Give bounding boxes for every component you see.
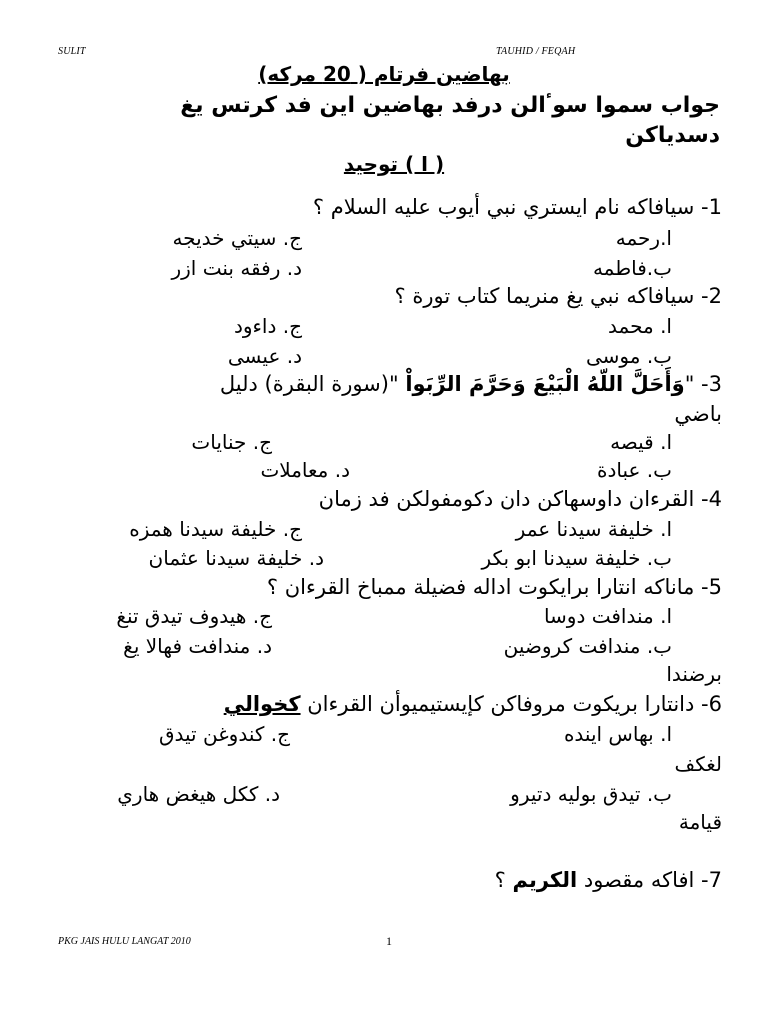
q3-prefix: 3- " xyxy=(684,372,722,396)
question-5: 5- ماناكه انتارا برايكوت اداله فضيلة ممباخ القرءان ؟ xyxy=(266,575,722,599)
q4-option-c: ج. خليفة سيدنا همزه xyxy=(129,517,302,541)
q3-option-b: ب. عبادة xyxy=(597,458,672,482)
q5-option-a: ا. مندافت دوسا xyxy=(543,604,672,628)
question-3 xyxy=(220,370,722,398)
q4-option-d: د. خليفة سيدنا عثمان xyxy=(148,546,324,570)
question-6 xyxy=(224,690,722,718)
question-1: 1- سيافاكه نام ايستري نبي أيوب عليه السلام ؟ xyxy=(312,195,722,219)
q3-suffix: "(سورة البقرة) دليل xyxy=(219,372,406,396)
question-4: 4- القرءان داوسهاكن دان دكومفولكن فد زمان xyxy=(318,487,722,511)
q6-keyword: كخوالي xyxy=(223,692,301,716)
q3-option-c: ج. جنايات xyxy=(191,430,272,454)
q3-option-d: د. معاملات xyxy=(260,458,350,482)
q5-option-d: د. مندافت فهالا يغ xyxy=(123,634,272,658)
q4-option-b: ب. خليفة سيدنا ابو بكر xyxy=(481,546,672,570)
instruction-line-1: جواب سموا سوٴالن درفد بهاضين اين فد كرتس يغ xyxy=(180,93,720,118)
q6-option-d-cont: قيامة xyxy=(678,810,722,834)
q5-option-c: ج. هيدوف تيدق تنغ xyxy=(116,604,272,628)
q2-option-d: د. عيسى xyxy=(227,344,302,368)
q6-text: 6- دانتارا بريكوت مروفاكن كإيستيميوأن القرءان xyxy=(300,692,722,716)
page-title: بهاضين فرتام ( 20 مركه) xyxy=(258,62,510,86)
page-number: 1 xyxy=(386,934,392,948)
q4-option-a: ا. خليفة سيدنا عمر xyxy=(515,517,672,541)
q1-option-c: ج. سيتي خديجه xyxy=(172,226,302,250)
header-subject: TAUHID / FEQAH xyxy=(496,46,576,57)
q1-option-b: ب.فاطمه xyxy=(592,256,672,280)
section-title: ( ا ) توحيد xyxy=(343,152,445,176)
footer-org: PKG JAIS HULU LANGAT 2010 xyxy=(58,936,191,947)
q7-keyword: الكريم xyxy=(512,868,578,892)
q6-option-c-cont: لغكف xyxy=(674,752,722,776)
q2-option-c: ج. داءود xyxy=(233,314,302,338)
q6-option-c: ج. كندوغن تيدق xyxy=(159,722,290,746)
q3-verse: وَأَحَلَّ اللّهُ الْبَيْعَ وَحَرَّمَ الرِّبَواْ xyxy=(405,372,685,396)
q1-option-d: د. رفقه بنت ازر xyxy=(171,256,302,280)
q1-option-a: ا.رحمه xyxy=(615,226,672,250)
q7-prefix: 7- افاكه مقصود xyxy=(577,868,722,892)
question-3-cont: باضي xyxy=(674,402,722,426)
q5-option-d-cont: برضندا xyxy=(666,662,722,686)
q2-option-b: ب. موسى xyxy=(585,344,672,368)
q3-option-a: ا. قيصه xyxy=(610,430,672,454)
q6-option-b: ب. تيدق بوليه دتيرو xyxy=(510,782,672,806)
q2-option-a: ا. محمد xyxy=(608,314,672,338)
header-sulit: SULIT xyxy=(58,46,86,57)
instruction-line-2: دسدياكن xyxy=(625,123,720,148)
q6-option-a: ا. بهاس اينده xyxy=(563,722,672,746)
q7-suffix: ؟ xyxy=(494,868,513,892)
q5-option-b: ب. مندافت كروضين xyxy=(503,634,672,658)
question-2: 2- سيافاكه نبي يغ منريما كتاب تورة ؟ xyxy=(394,284,722,308)
q6-option-d: د. ككل هيغض هاري xyxy=(117,782,280,806)
question-7 xyxy=(495,866,722,894)
